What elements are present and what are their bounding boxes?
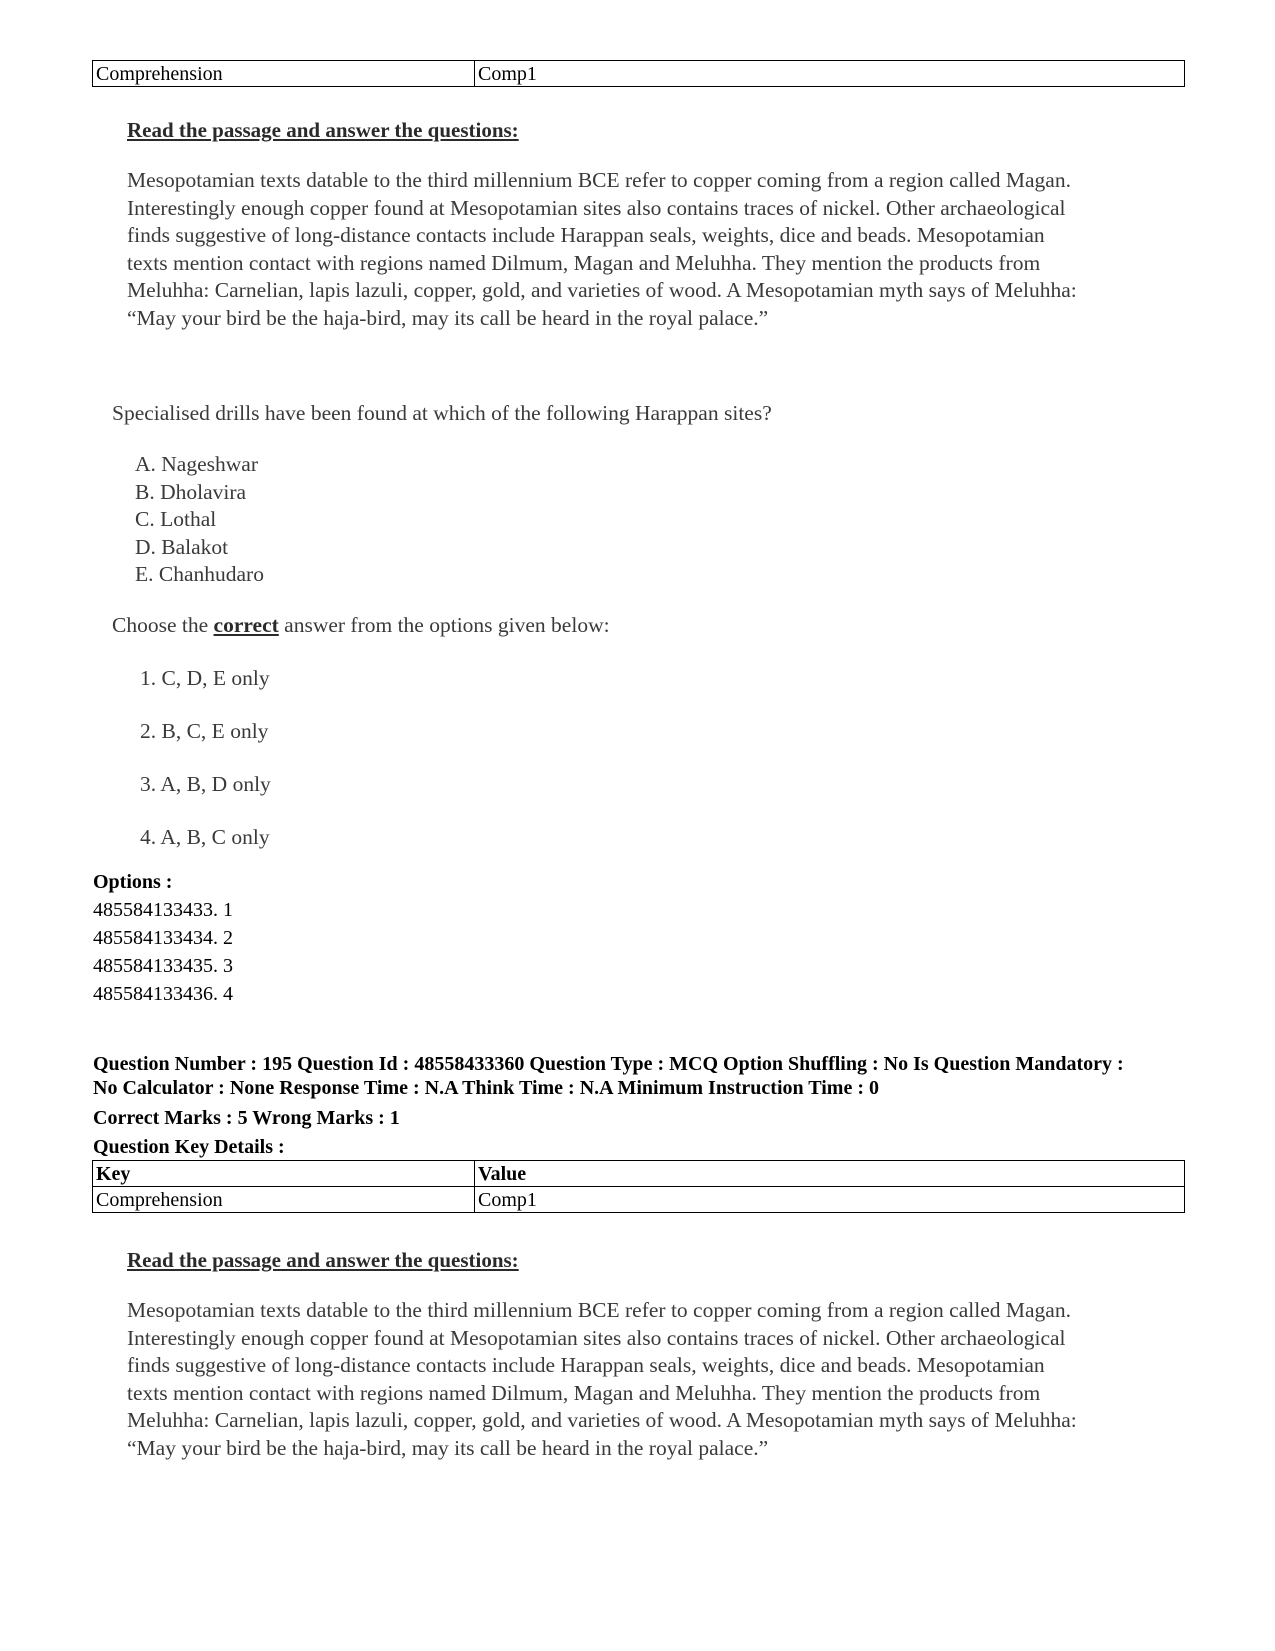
list-item: A. Nageshwar xyxy=(135,452,258,476)
passage-text xyxy=(127,167,1187,332)
passage-line: “May your bird be the haja-bird, may its call be heard in the royal palace.” xyxy=(127,305,769,330)
statement-list xyxy=(135,451,264,589)
choose-suffix: answer from the options given below: xyxy=(278,613,610,637)
table-header-value: Value xyxy=(475,1161,1185,1187)
list-item: B. Dholavira xyxy=(135,479,247,504)
passage-line: Mesopotamian texts datable to the third millennium BCE refer to copper coming from a region called Magan. xyxy=(127,168,1071,192)
passage-line: finds suggestive of long-distance contacts include Harappan seals, weights, dice and beads. Mesopotamian xyxy=(127,223,1045,247)
key-details-label: Question Key Details : xyxy=(93,1136,285,1158)
passage-line: Interestingly enough copper found at Mesopotamian sites also contains traces of nickel. Other archaeological xyxy=(127,195,1066,220)
question-meta xyxy=(93,1052,1193,1100)
table-header-row xyxy=(93,1161,1185,1187)
passage-line: “May your bird be the haja-bird, may its call be heard in the royal palace.” xyxy=(127,1435,769,1460)
passage-heading: Read the passage and answer the questions: xyxy=(127,1248,519,1272)
table-cell-value: Comp1 xyxy=(475,1187,1185,1213)
question-key-table xyxy=(92,1160,1185,1213)
answer-choice: 1. C, D, E only xyxy=(140,666,270,690)
passage-line: texts mention contact with regions named Dilmum, Magan and Meluhha. They mention the products from xyxy=(127,250,1041,275)
passage-line: Mesopotamian texts datable to the third millennium BCE refer to copper coming from a region called Magan. xyxy=(127,1298,1071,1322)
question-text: Specialised drills have been found at which of the following Harappan sites? xyxy=(112,401,772,425)
passage-line: texts mention contact with regions named Dilmum, Magan and Meluhha. They mention the products from xyxy=(127,1380,1041,1405)
option-item: 485584133436. 4 xyxy=(93,983,233,1005)
table-cell-value: Comp1 xyxy=(475,61,1185,87)
choose-emphasis: correct xyxy=(213,613,279,637)
list-item: E. Chanhudaro xyxy=(135,562,264,586)
choose-instruction xyxy=(112,613,610,638)
table-header-key: Key xyxy=(93,1161,475,1187)
option-item: 485584133433. 1 xyxy=(93,899,233,921)
passage-line: Meluhha: Carnelian, lapis lazuli, copper, gold, and varieties of wood. A Mesopotamian myth says of Meluhha: xyxy=(127,278,1077,302)
option-item: 485584133434. 2 xyxy=(93,927,233,949)
choose-prefix: Choose the xyxy=(112,613,214,637)
question-meta-line: Question Number : 195 Question Id : 48558433360 Question Type : MCQ Option Shuffling : No Is Question Mandatory : xyxy=(93,1053,1124,1075)
options-label: Options : xyxy=(93,871,173,893)
answer-choice: 3. A, B, D only xyxy=(140,772,271,796)
passage-text xyxy=(127,1297,1187,1462)
passage-line: Interestingly enough copper found at Mesopotamian sites also contains traces of nickel. Other archaeological xyxy=(127,1325,1066,1350)
passage-heading: Read the passage and answer the questions: xyxy=(127,118,519,142)
table-row xyxy=(93,61,1185,87)
passage-line: Meluhha: Carnelian, lapis lazuli, copper, gold, and varieties of wood. A Mesopotamian myth says of Meluhha: xyxy=(127,1408,1077,1432)
table-row xyxy=(93,1187,1185,1213)
answer-choice: 2. B, C, E only xyxy=(140,719,269,743)
table-cell-key: Comprehension xyxy=(93,1187,475,1213)
answer-choice: 4. A, B, C only xyxy=(140,825,270,849)
question-meta-line: No Calculator : None Response Time : N.A Think Time : N.A Minimum Instruction Time : 0 xyxy=(93,1077,879,1099)
list-item: D. Balakot xyxy=(135,534,229,559)
comprehension-table-top xyxy=(92,60,1185,87)
table-cell-key: Comprehension xyxy=(93,61,475,87)
list-item: C. Lothal xyxy=(135,507,217,531)
passage-line: finds suggestive of long-distance contacts include Harappan seals, weights, dice and beads. Mesopotamian xyxy=(127,1353,1045,1377)
marks-line: Correct Marks : 5 Wrong Marks : 1 xyxy=(93,1107,400,1129)
option-item: 485584133435. 3 xyxy=(93,955,233,977)
